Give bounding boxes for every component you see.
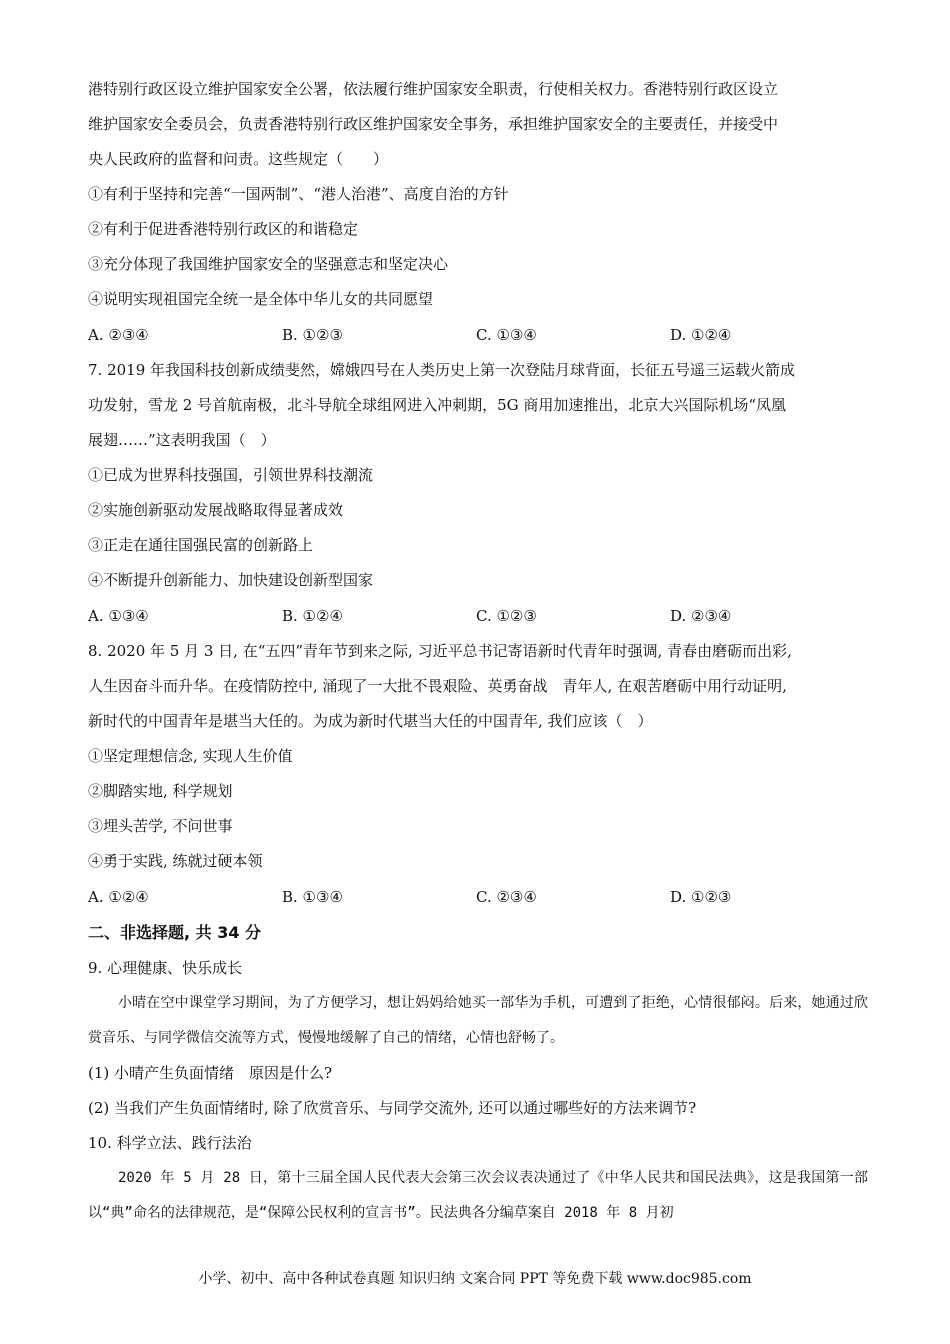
question-7-options — [88, 598, 868, 634]
option-d: D. ①②③ — [670, 888, 732, 906]
question-9-sub-2: (2) 当我们产生负面情绪时, 除了欣赏音乐、与同学交流外, 还可以通过哪些好的方法来调节? — [88, 1099, 697, 1117]
option-c: C. ①③④ — [476, 326, 537, 344]
question-6-item: ④说明实现祖国完全统一是全体中华儿女的共同愿望 — [88, 290, 434, 308]
option-a: A. ①②④ — [88, 888, 149, 906]
question-6-options — [88, 317, 868, 353]
question-8-text-line: 8. 2020 年 5 月 3 日, 在“五四”青年节到来之际, 习近平总书记寄语新时代青年时强调, 青春由磨砺而出彩, — [88, 642, 792, 660]
question-9-sub-1: (1) 小晴产生负面情绪 原因是什么? — [88, 1064, 333, 1082]
question-8 — [88, 634, 868, 915]
option-a: A. ①③④ — [88, 607, 149, 625]
option-c: C. ①②③ — [476, 607, 537, 625]
question-9 — [88, 951, 868, 1126]
question-7 — [88, 353, 868, 634]
question-7-text-line: 7. 2019 年我国科技创新成绩斐然，嫦娥四号在人类历史上第一次登陆月球背面，长征五号遥三运载火箭成 — [88, 361, 796, 379]
question-6 — [88, 72, 868, 353]
question-10-material: 2020 年 5 月 28 日，第十三届全国人民代表大会第三次会议表决通过了《中华人民共和国民法典》，这是我国第一部以“典”命名的法律规范，是“保障公民权利的宣言书”。民法典各分编草案自 2018 年 8 月初 — [88, 1170, 868, 1221]
question-6-item: ③充分体现了我国维护国家安全的坚强意志和坚定决心 — [88, 255, 449, 273]
question-9-title: 9. 心理健康、快乐成长 — [88, 959, 243, 977]
question-6-item: ①有利于坚持和完善“一国两制”、“港人治港”、高度自治的方针 — [88, 185, 509, 203]
question-9-material: 小晴在空中课堂学习期间，为了方便学习，想让妈妈给她买一部华为手机，可遭到了拒绝，心情很郁闷。后来，她通过欣赏音乐、与同学微信交流等方式，慢慢地缓解了自己的情绪，心情也舒畅了。 — [88, 995, 868, 1046]
option-a: A. ②③④ — [88, 326, 149, 344]
option-b: B. ①③④ — [282, 888, 343, 906]
option-c: C. ②③④ — [476, 888, 537, 906]
question-8-item: ①坚定理想信念, 实现人生价值 — [88, 747, 293, 765]
question-8-item: ③埋头苦学, 不问世事 — [88, 817, 233, 835]
question-7-text-line: 功发射，雪龙 2 号首航南极，北斗导航全球组网进入冲刺期，5G 商用加速推出，北京大兴国际机场“凤凰 — [88, 396, 787, 414]
question-7-item: ②实施创新驱动发展战略取得显著成效 — [88, 501, 344, 519]
question-6-text-line: 港特别行政区设立维护国家安全公署，依法履行维护国家安全职责，行使相关权力。香港特别行政区设立 — [88, 80, 779, 98]
question-8-text-line: 人生因奋斗而升华。在疫情防控中, 涌现了一大批不畏艰险、英勇奋战 青年人, 在艰苦磨砺中用行动证明, — [88, 677, 787, 695]
option-b: B. ①②④ — [282, 607, 343, 625]
question-8-text-line: 新时代的中国青年是堪当大任的。为成为新时代堪当大任的中国青年, 我们应该（ ） — [88, 712, 653, 730]
question-8-item: ②脚踏实地, 科学规划 — [88, 782, 233, 800]
question-6-item: ②有利于促进香港特别行政区的和谐稳定 — [88, 220, 359, 238]
question-7-text-line: 展翅……”这表明我国（ ） — [88, 431, 276, 449]
question-10 — [88, 1126, 868, 1231]
section-heading: 二、非选择题, 共 34 分 — [88, 923, 262, 942]
question-10-title: 10. 科学立法、践行法治 — [88, 1134, 252, 1152]
exam-page — [88, 72, 868, 1231]
question-7-item: ③正走在通往国强民富的创新路上 — [88, 536, 314, 554]
question-8-item: ④勇于实践, 练就过硬本领 — [88, 852, 263, 870]
question-8-options — [88, 879, 868, 915]
option-b: B. ①②③ — [282, 326, 343, 344]
question-6-text-line: 央人民政府的监督和问责。这些规定（ ） — [88, 150, 389, 168]
question-7-item: ④不断提升创新能力、加快建设创新型国家 — [88, 571, 374, 589]
question-7-item: ①已成为世界科技强国，引领世界科技潮流 — [88, 466, 374, 484]
option-d: D. ①②④ — [670, 326, 732, 344]
question-6-text-line: 维护国家安全委员会，负责香港特别行政区维护国家安全事务，承担维护国家安全的主要责任，并接受中 — [88, 115, 779, 133]
option-d: D. ②③④ — [670, 607, 732, 625]
page-footer: 小学、初中、高中各种试卷真题 知识归纳 文案合同 PPT 等免费下载 www.doc985.com — [198, 1271, 752, 1287]
